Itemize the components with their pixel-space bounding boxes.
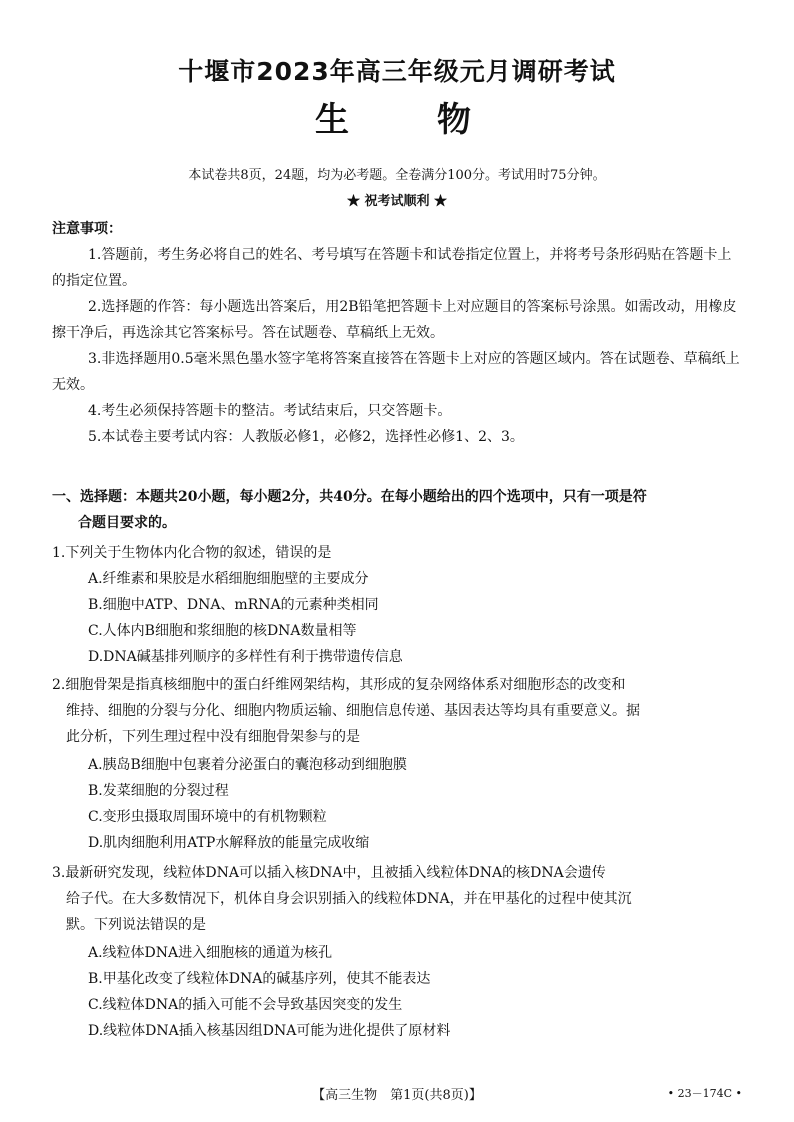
question-3-option-d: D.线粒体DNA插入核基因组DNA可能为进化提供了原材料 (88, 1023, 451, 1039)
question-2-option-c: C.变形虫摄取周围环境中的有机物颗粒 (88, 809, 327, 825)
notice-heading: 注意事项： (52, 221, 122, 237)
notice-item: 4.考生必须保持答题卡的整洁。考试结束后，只交答题卡。 (88, 403, 452, 419)
question-1-option-a: A.纤维素和果胶是水稻细胞细胞壁的主要成分 (88, 571, 369, 587)
question-1-stem: 1.下列关于生物体内化合物的叙述，错误的是 (52, 545, 332, 561)
question-3-stem: 3.最新研究发现，线粒体DNA可以插入核DNA中，且被插入线粒体DNA的核DNA会遗传 给子代。在大多数情况下，机体自身会识别插入的线粒体DNA，并在甲基化的过程中使其沉 默。下列说法错误的是 (52, 865, 632, 933)
subject-title: 生 物 (315, 100, 479, 140)
question-3-option-c: C.线粒体DNA的插入可能不会导致基因突变的发生 (88, 997, 403, 1013)
question-1-option-c: C.人体内B细胞和浆细胞的核DNA数量相等 (88, 623, 357, 639)
question-2-option-a: A.胰岛B细胞中包裹着分泌蛋白的囊泡移动到细胞膜 (88, 757, 407, 773)
notice-item: 1.答题前，考生务必将自己的姓名、考号填写在答题卡和试卷指定位置上，并将考号条形码贴在答题卡上的指定位置。 (52, 247, 732, 289)
question-2-stem: 2.细胞骨架是指真核细胞中的蛋白纤维网架结构，其形成的复杂网络体系对细胞形态的改变和 维持、细胞的分裂与分化、细胞内物质运输、细胞信息传递、基因表达等均具有重要意义。据 此分析，下列生理过程中没有细胞骨架参与的是 (52, 677, 640, 745)
notice-item: 2.选择题的作答：每小题选出答案后，用2B铅笔把答题卡上对应题目的答案标号涂黑。如需改动，用橡皮擦干净后，再选涂其它答案标号。答在试题卷、草稿纸上无效。 (52, 299, 737, 341)
notice-item: 3.非选择题用0.5毫米黑色墨水签字笔将答案直接答在答题卡上对应的答题区域内。答在试题卷、草稿纸上无效。 (52, 351, 740, 393)
paper-code: • 23－174C • (667, 1087, 742, 1100)
question-1-option-d: D.DNA碱基排列顺序的多样性有利于携带遗传信息 (88, 649, 403, 665)
section-heading: 一、选择题：本题共20小题，每小题2分，共40分。在每小题给出的四个选项中，只有一项是符 合题目要求的。 (52, 489, 647, 531)
notice-item: 5.本试卷主要考试内容：人教版必修1，必修2，选择性必修1、2、3。 (88, 429, 524, 445)
page-footer-label: 【高三生物 第1页(共8页)】 (312, 1088, 482, 1103)
question-1-option-b: B.细胞中ATP、DNA、mRNA的元素种类相同 (88, 597, 379, 613)
blessing-line: ★ 祝考试顺利 ★ (346, 194, 448, 209)
question-2-option-d: D.肌肉细胞利用ATP水解释放的能量完成收缩 (88, 835, 370, 851)
question-2-option-b: B.发菜细胞的分裂过程 (88, 783, 229, 799)
question-3-option-b: B.甲基化改变了线粒体DNA的碱基序列，使其不能表达 (88, 971, 431, 987)
exam-intro: 本试卷共8页，24题，均为必考题。全卷满分100分。考试用时75分钟。 (188, 168, 606, 183)
exam-title: 十堰市2023年高三年级元月调研考试 (178, 57, 616, 86)
question-3-option-a: A.线粒体DNA进入细胞核的通道为核孔 (88, 945, 333, 961)
